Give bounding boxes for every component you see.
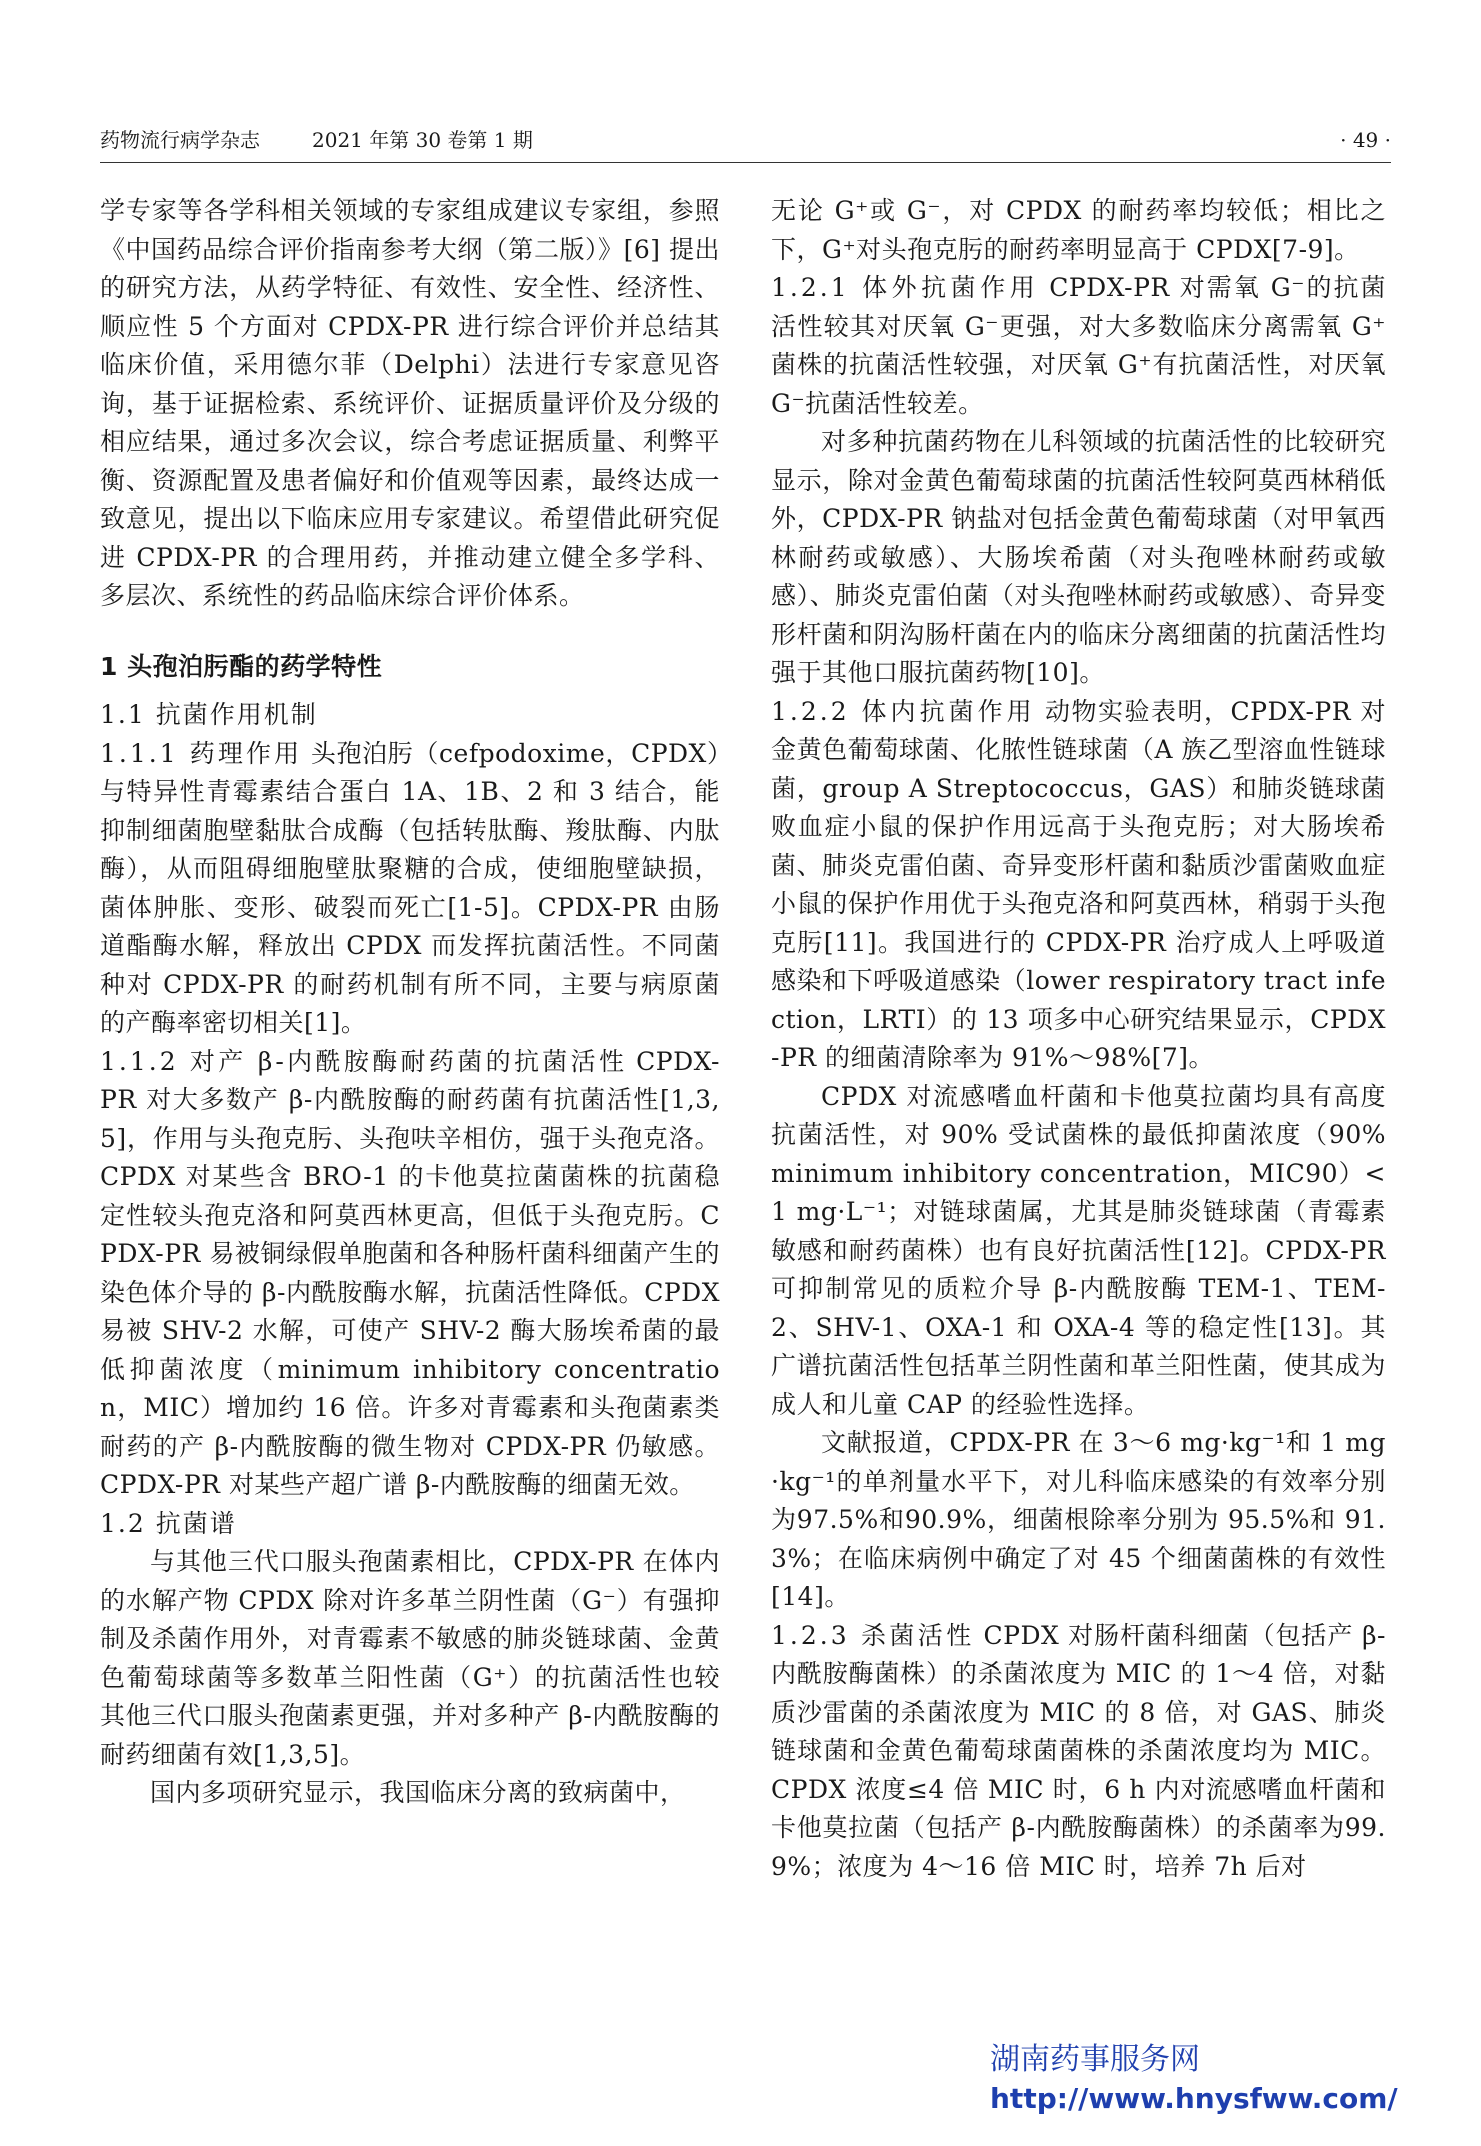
left-column bbox=[100, 192, 720, 1813]
paragraph-text: 头孢泊肟（cefpodoxime，CPDX）与特异性青霉素结合蛋白 1A、1B、2 和 3 结合，能抑制细菌胞壁黏肽合成酶（包括转肽酶、羧肽酶、内肽酶），从而阻碍细胞壁肽聚糖的合成，使细胞壁缺损，菌体肿胀、变形、破裂而死亡[1-5]。CPDX-PR 由肠道酯酶水解，释放出 CPDX 而发挥抗菌活性。不同菌种对 CPDX-PR 的耐药机制有所不同，主要与病原菌的产酶率密切相关[1]。 bbox=[100, 738, 720, 1037]
paragraph bbox=[771, 269, 1386, 423]
paragraph bbox=[100, 1043, 720, 1505]
paragraph-text: CPDX-PR 对大多数产 β-内酰胺酶的耐药菌有抗菌活性[1,3,5]，作用与头孢克肟、头孢呋辛相仿，强于头孢克洛。CPDX 对某些含 BRO-1 的卡他莫拉菌菌株的抗菌稳定性较头孢克洛和阿莫西林更高，但低于头孢克肟。CPDX-PR 易被铜绿假单胞菌和各种肠杆菌科细菌产生的染色体介导的 β-内酰胺酶水解，抗菌活性降低。CPDX 易被 SHV-2 水解，可使产 SHV-2 酶大肠埃希菌的最低抑菌浓度（minimum inhibitory concentration，MIC）增加约 16 倍。许多对青霉素和头孢菌素类耐药的产 β-内酰胺酶的微生物对 CPDX-PR 仍敏感。CPDX-PR 对某些产超广谱 β-内酰胺酶的细菌无效。 bbox=[100, 1046, 720, 1499]
subsubsection-heading: 1.1.1 药理作用 bbox=[100, 738, 303, 768]
paragraph bbox=[100, 735, 720, 1043]
paragraph: 与其他三代口服头孢菌素相比，CPDX-PR 在体内的水解产物 CPDX 除对许多革兰阴性菌（G⁻）有强抑制及杀菌作用外，对青霉素不敏感的肺炎链球菌、金黄色葡萄球菌等多数革兰阳性菌（G⁺）的抗菌活性也较其他三代口服头孢菌素更强，并对多种产 β-内酰胺酶的耐药细菌有效[1,3,5]。 bbox=[100, 1547, 720, 1769]
subsection-heading: 1.2 抗菌谱 bbox=[100, 1508, 237, 1538]
paragraph-text: CPDX 对肠杆菌科细菌（包括产 β-内酰胺酶菌株）的杀菌浓度为 MIC 的 1～4 倍，对黏质沙雷菌的杀菌浓度为 MIC 的 8 倍，对 GAS、肺炎链球菌和金黄色葡萄球菌菌株的杀菌浓度均为 MIC。CPDX 浓度≤4 倍 MIC 时，6 h 内对流感嗜血杆菌和卡他莫拉菌（包括产 β-内酰胺酶菌株）的杀菌率为99.9%；浓度为 4～16 倍 MIC 时，培养 7h 后对 bbox=[771, 1620, 1387, 1881]
subsubsection-heading: 1.2.1 体外抗菌作用 bbox=[771, 273, 1040, 302]
journal-name: 药物流行病学杂志 bbox=[100, 128, 260, 152]
issue-info: 2021 年第 30 卷第 1 期 bbox=[312, 128, 533, 152]
paragraph-text: 动物实验表明，CPDX-PR 对金黄色葡萄球菌、化脓性链球菌（A 族乙型溶血性链球菌，group A Streptococcus，GAS）和肺炎链球菌败血症小鼠的保护作用远高于头孢克肟；对大肠埃希菌、肺炎克雷伯菌、奇异变形杆菌和黏质沙雷菌败血症小鼠的保护作用优于头孢克洛和阿莫西林，稍弱于头孢克肟[11]。我国进行的 CPDX-PR 治疗成人上呼吸道感染和下呼吸道感染（lower respiratory tract infection，LRTI）的 13 项多中心研究结果显示，CPDX-PR 的细菌清除率为 91%～98%[7]。 bbox=[771, 696, 1386, 1072]
page-number: · 49 · bbox=[1340, 128, 1391, 152]
paragraph: 无论 G⁺或 G⁻，对 CPDX 的耐药率均较低；相比之下，G⁺对头孢克肟的耐药率明显高于 CPDX[7-9]。 bbox=[771, 196, 1386, 264]
subsection-heading: 1.1 抗菌作用机制 bbox=[100, 700, 318, 729]
section-heading: 1 头孢泊肟酯的药学特性 bbox=[100, 651, 383, 681]
paragraph: 学专家等各学科相关领域的专家组成建议专家组，参照《中国药品综合评价指南参考大纲（第二版）》[6] 提出的研究方法，从药学特征、有效性、安全性、经济性、顺应性 5 个方面对 CPDX-PR 进行综合评价并总结其临床价值，采用德尔菲（Delphi）法进行专家意见咨询，基于证据检索、系统评价、证据质量评价及分级的相应结果，通过多次会议，综合考虑证据质量、利弊平衡、资源配置及患者偏好和价值观等因素，最终达成一致意见，提出以下临床应用专家建议。希望借此研究促进 CPDX-PR 的合理用药，并推动建立健全多学科、多层次、系统性的药品临床综合评价体系。 bbox=[100, 196, 720, 610]
paragraph: 文献报道，CPDX-PR 在 3～6 mg·kg⁻¹和 1 mg·kg⁻¹的单剂量水平下，对儿科临床感染的有效率分别为97.5%和90.9%，细菌根除率分别为 95.5%和 91.3%；在临床病例中确定了对 45 个细菌菌株的有效性[14]。 bbox=[771, 1428, 1386, 1611]
subsubsection-heading: 1.2.3 杀菌活性 bbox=[771, 1620, 975, 1650]
site-watermark bbox=[990, 2040, 1410, 2118]
running-header bbox=[100, 122, 1391, 163]
subsubsection-heading: 1.2.2 体内抗菌作用 bbox=[771, 696, 1036, 726]
paragraph: CPDX 对流感嗜血杆菌和卡他莫拉菌均具有高度抗菌活性，对 90% 受试菌株的最低抑菌浓度（90% minimum inhibitory concentration，MIC90）<1 mg·L⁻¹；对链球菌属，尤其是肺炎链球菌（青霉素敏感和耐药菌株）也有良好抗菌活性[12]。CPDX-PR 可抑制常见的质粒介导 β-内酰胺酶 TEM-1、TEM-2、SHV-1、OXA-1 和 OXA-4 等的稳定性[13]。其广谱抗菌活性包括革兰阴性菌和革兰阳性菌，使其成为成人和儿童 CAP 的经验性选择。 bbox=[771, 1081, 1386, 1419]
watermark-url: http://www.hnysfww.com/ bbox=[990, 2082, 1398, 2115]
paragraph: 国内多项研究显示，我国临床分离的致病菌中， bbox=[150, 1778, 686, 1807]
paragraph-text: CPDX-PR 对需氧 G⁻的抗菌活性较其对厌氧 G⁻更强，对大多数临床分离需氧 G⁺菌株的抗菌活性较强，对厌氧 G⁺有抗菌活性，对厌氧 G⁻抗菌活性较差。 bbox=[771, 273, 1386, 418]
right-column bbox=[771, 192, 1386, 1886]
paragraph bbox=[771, 1617, 1386, 1887]
watermark-site-name: 湖南药事服务网 bbox=[990, 2042, 1200, 2077]
paragraph: 对多种抗菌药物在儿科领域的抗菌活性的比较研究显示，除对金黄色葡萄球菌的抗菌活性较阿莫西林稍低外，CPDX-PR 钠盐对包括金黄色葡萄球菌（对甲氧西林耐药或敏感）、大肠埃希菌（对头孢唑林耐药或敏感）、肺炎克雷伯菌（对头孢唑林耐药或敏感）、奇异变形杆菌和阴沟肠杆菌在内的临床分离细菌的抗菌活性均强于其他口服抗菌药物[10]。 bbox=[771, 427, 1386, 687]
paragraph bbox=[771, 693, 1386, 1078]
subsubsection-heading: 1.1.2 对产 β-内酰胺酶耐药菌的抗菌活性 bbox=[100, 1046, 628, 1076]
